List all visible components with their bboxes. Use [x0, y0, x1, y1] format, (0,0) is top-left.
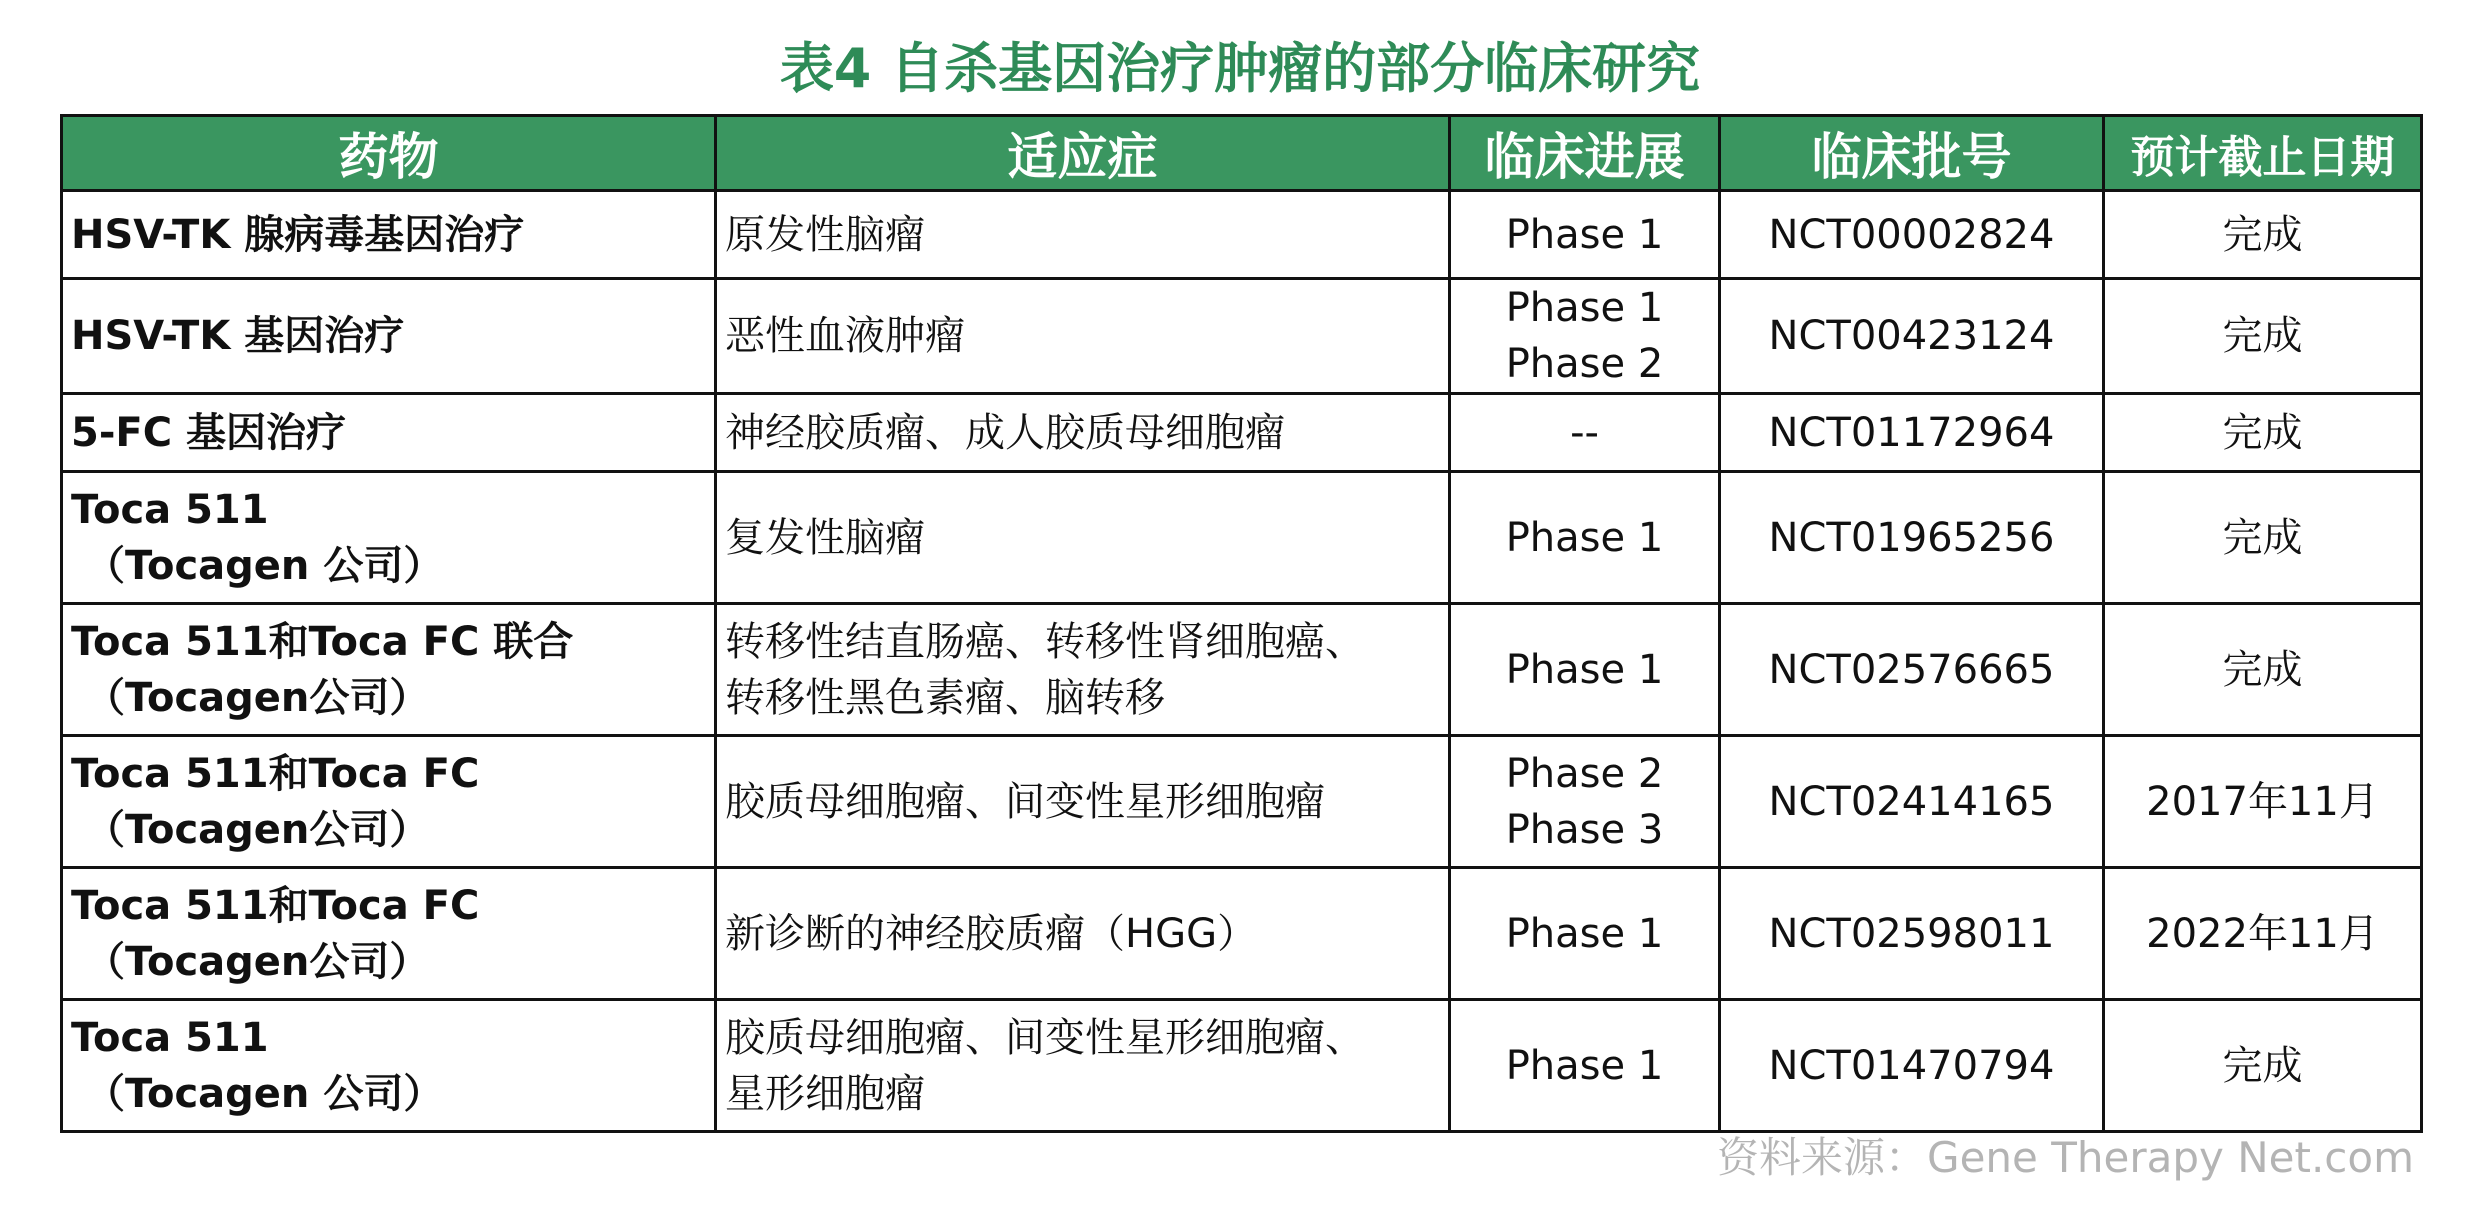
drug-cell — [62, 472, 716, 604]
phase-text: Phase 3 — [1505, 806, 1664, 853]
indication-text: 神经胶质瘤、成人胶质母细胞瘤 — [725, 409, 1285, 456]
phase-cell — [1450, 279, 1720, 394]
indication-text: 胶质母细胞瘤、间变性星形细胞瘤、 — [725, 1014, 1365, 1061]
drug-cell — [62, 394, 716, 472]
date-cell: 完成 — [2104, 604, 2422, 736]
table-row — [62, 394, 2422, 472]
drug-cell — [62, 191, 716, 279]
nct-cell: NCT01965256 — [1720, 472, 2104, 604]
header-indication: 适应症 — [716, 116, 1450, 191]
indication-cell — [716, 394, 1450, 472]
phase-text: -- — [1570, 409, 1599, 456]
date-cell: 完成 — [2104, 191, 2422, 279]
clinical-studies-table — [60, 114, 2423, 1133]
drug-cell — [62, 279, 716, 394]
indication-cell — [716, 191, 1450, 279]
phase-text: Phase 1 — [1505, 646, 1664, 693]
table-row — [62, 868, 2422, 1000]
drug-cell — [62, 1000, 716, 1132]
indication-cell — [716, 604, 1450, 736]
table-row — [62, 736, 2422, 868]
date-cell: 2017年11月 — [2104, 736, 2422, 868]
drug-name: Toca 511和Toca FC 联合 — [71, 618, 574, 665]
header-end-date: 预计截止日期 — [2104, 116, 2422, 191]
drug-cell — [62, 736, 716, 868]
nct-cell: NCT01470794 — [1720, 1000, 2104, 1132]
drug-cell — [62, 604, 716, 736]
indication-cell — [716, 868, 1450, 1000]
phase-text: Phase 1 — [1505, 514, 1664, 561]
nct-cell: NCT02414165 — [1720, 736, 2104, 868]
nct-cell: NCT01172964 — [1720, 394, 2104, 472]
drug-name: 5-FC 基因治疗 — [71, 409, 347, 456]
table-title: 表4 自杀基因治疗肿瘤的部分临床研究 — [779, 37, 1701, 100]
date-cell: 完成 — [2104, 394, 2422, 472]
indication-cell — [716, 279, 1450, 394]
indication-cell — [716, 736, 1450, 868]
nct-cell: NCT00002824 — [1720, 191, 2104, 279]
date-cell: 完成 — [2104, 1000, 2422, 1132]
phase-text: Phase 1 — [1505, 211, 1664, 258]
phase-text: Phase 1 — [1505, 910, 1664, 957]
nct-cell: NCT02598011 — [1720, 868, 2104, 1000]
indication-text: 转移性黑色素瘤、脑转移 — [725, 674, 1165, 721]
indication-text: 原发性脑瘤 — [725, 211, 925, 258]
table-row — [62, 604, 2422, 736]
nct-cell: NCT02576665 — [1720, 604, 2104, 736]
phase-cell — [1450, 736, 1720, 868]
phase-cell — [1450, 472, 1720, 604]
phase-cell — [1450, 1000, 1720, 1132]
table-row — [62, 1000, 2422, 1132]
drug-name: HSV-TK 基因治疗 — [71, 313, 405, 359]
drug-company: （Tocagen 公司） — [85, 1070, 444, 1117]
drug-name: Toca 511和Toca FC — [71, 882, 480, 929]
table-row — [62, 191, 2422, 279]
table-row — [62, 472, 2422, 604]
indication-cell — [716, 1000, 1450, 1132]
nct-cell: NCT00423124 — [1720, 279, 2104, 394]
phase-text: Phase 2 — [1505, 750, 1664, 797]
date-cell: 完成 — [2104, 472, 2422, 604]
indication-text: 复发性脑瘤 — [725, 514, 925, 561]
drug-company: （Tocagen公司） — [85, 806, 430, 853]
drug-name: Toca 511 — [71, 486, 269, 533]
header-nct: 临床批号 — [1720, 116, 2104, 191]
source-note: 资料来源：Gene Therapy Net.com — [1717, 1133, 2414, 1182]
indication-text: 转移性结直肠癌、转移性肾细胞癌、 — [725, 618, 1365, 665]
drug-company: （Tocagen公司） — [85, 674, 430, 721]
header-row — [62, 116, 2422, 191]
phase-cell — [1450, 394, 1720, 472]
drug-cell — [62, 868, 716, 1000]
phase-cell — [1450, 868, 1720, 1000]
phase-cell — [1450, 191, 1720, 279]
phase-text: Phase 1 — [1505, 285, 1664, 331]
indication-text: 新诊断的神经胶质瘤（HGG） — [725, 910, 1258, 957]
indication-cell — [716, 472, 1450, 604]
phase-text: Phase 2 — [1505, 341, 1664, 387]
header-phase: 临床进展 — [1450, 116, 1720, 191]
table-row — [62, 279, 2422, 394]
drug-name: Toca 511和Toca FC — [71, 750, 480, 797]
phase-text: Phase 1 — [1505, 1042, 1664, 1089]
drug-company: （Tocagen 公司） — [85, 542, 444, 589]
drug-company: （Tocagen公司） — [85, 938, 430, 985]
drug-name: Toca 511 — [71, 1014, 269, 1061]
indication-text: 星形细胞瘤 — [725, 1070, 925, 1117]
indication-text: 胶质母细胞瘤、间变性星形细胞瘤 — [725, 778, 1325, 825]
indication-text: 恶性血液肿瘤 — [725, 313, 965, 359]
phase-cell — [1450, 604, 1720, 736]
date-cell: 2022年11月 — [2104, 868, 2422, 1000]
drug-name: HSV-TK 腺病毒基因治疗 — [71, 211, 525, 258]
header-drug: 药物 — [62, 116, 716, 191]
date-cell: 完成 — [2104, 279, 2422, 394]
